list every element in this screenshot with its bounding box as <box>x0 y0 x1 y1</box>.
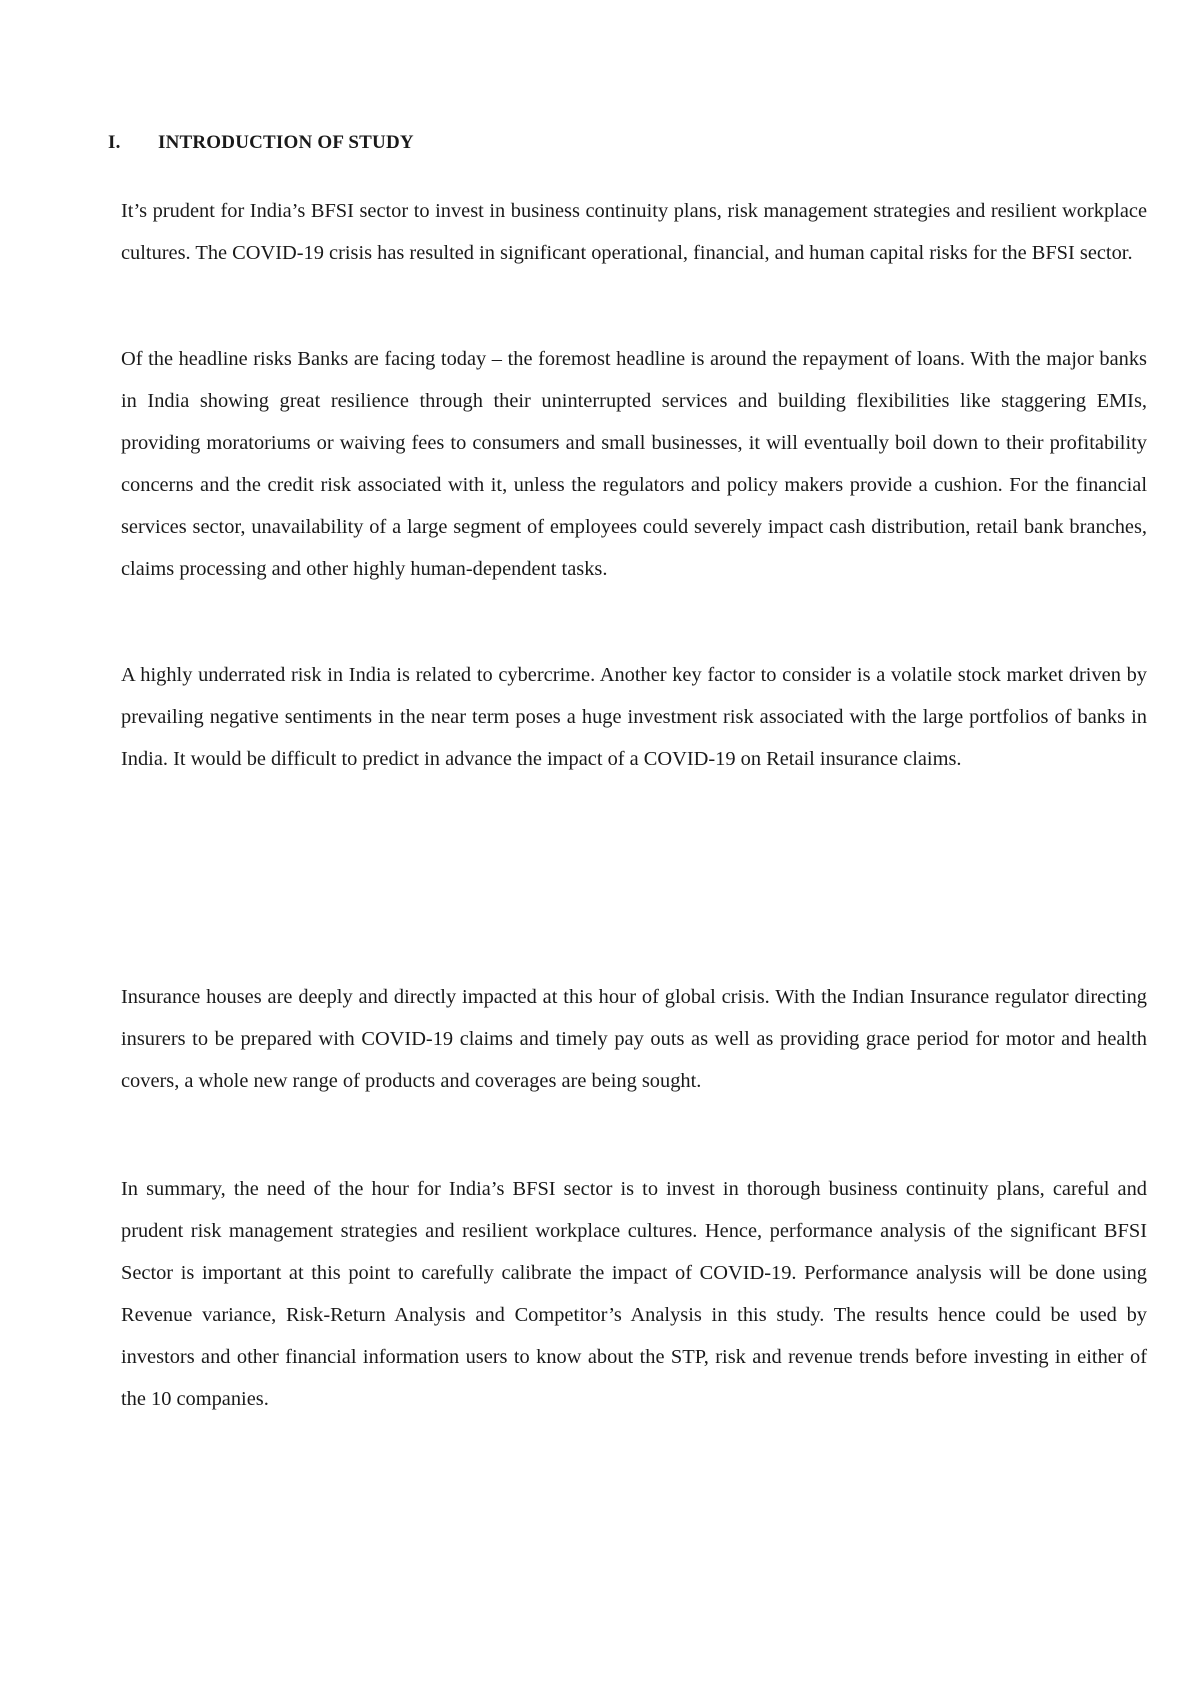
paragraph-cybercrime: A highly underrated risk in India is related to cybercrime. Another key factor to consider is a volatile stock market driven by prevailing negative sentiments in the near term poses a huge investment risk associated with the large portfolios of banks in India. It would be difficult to predict in advance the impact of a COVID-19 on Retail insurance claims. <box>121 664 1147 770</box>
paragraph-bank-risks: Of the headline risks Banks are facing today – the foremost headline is around the repayment of loans. With the major banks in India showing great resilience through their uninterrupted services and building flexibilities like staggering EMIs, providing moratoriums or waiving fees to consumers and small businesses, it will eventually boil down to their profitability concerns and the credit risk associated with it, unless the regulators and policy makers provide a cushion. For the financial services sector, unavailability of a large segment of employees could severely impact cash distribution, retail bank branches, claims processing and other highly human-dependent tasks. <box>121 348 1147 580</box>
section-heading <box>108 132 414 154</box>
section-title: INTRODUCTION OF STUDY <box>158 132 414 153</box>
section-number: I. <box>108 132 121 153</box>
paragraph-summary: In summary, the need of the hour for India’s BFSI sector is to invest in thorough business continuity plans, careful and prudent risk management strategies and resilient workplace cultures. Hence, performance analysis of the significant BFSI Sector is important at this point to carefully calibrate the impact of COVID-19. Performance analysis will be done using Revenue variance, Risk-Return Analysis and Competitor’s Analysis in this study. The results hence could be used by investors and other financial information users to know about the STP, risk and revenue trends before investing in either of the 10 companies. <box>121 1178 1147 1410</box>
paragraph-intro: It’s prudent for India’s BFSI sector to invest in business continuity plans, risk management strategies and resilient workplace cultures. The COVID-19 crisis has resulted in significant operational, financial, and human capital risks for the BFSI sector. <box>121 200 1147 264</box>
paragraph-insurance: Insurance houses are deeply and directly impacted at this hour of global crisis. With the Indian Insurance regulator directing insurers to be prepared with COVID-19 claims and timely pay outs as well as providing grace period for motor and health covers, a whole new range of products and coverages are being sought. <box>121 986 1147 1092</box>
